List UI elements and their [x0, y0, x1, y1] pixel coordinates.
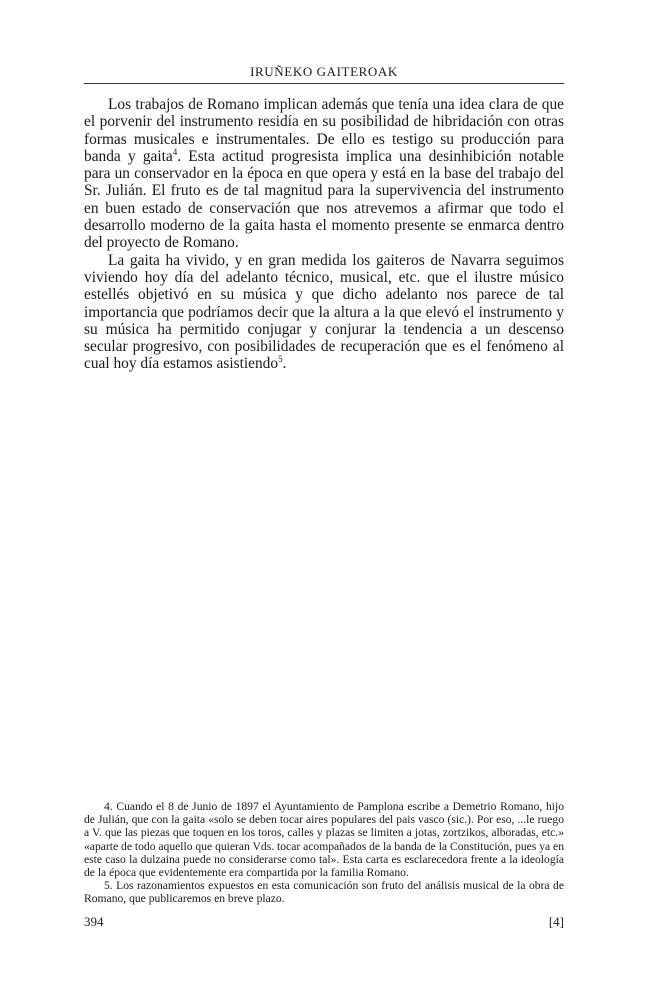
page-number: 394 [84, 914, 104, 929]
footnote-reference[interactable]: 5 [278, 354, 283, 365]
footnote-reference[interactable]: 4 [172, 146, 178, 157]
footnote: 4. Cuando el 8 de Junio de 1897 el Ayuntamiento de Pamplona escribe a Demetrio Romano, hijo de Julián, que con la gaita «solo se deben tocar aires populares del pais vasco (sic.). Por eso, ...le ruego a V. que las piezas que toquen en los toros, calles y plazas se limiten a jotas, zortzikos, alboradas, etc.» «aparte de todo aquello que quieran Vds. tocar acompañados de la banda de la Constitución, pues ya en este caso la dulzaina puede no considerarse como tal». Esta carta es esclarecedora frente a la ideología de la época que evidentemente era compartida por la familia Romano. [84, 800, 564, 880]
paragraph [84, 252, 564, 373]
paragraph-text: Los trabajos de Romano implican además que tenía una idea clara de que el porvenir del instrumento residía en su posibilidad de hibridación con otras formas musicales e instrumentales. De ello es testigo su producción para banda y gaita [84, 96, 564, 165]
footnotes [84, 800, 564, 906]
paragraph [84, 96, 564, 252]
paragraph-text: . Esta actitud progresista implica una desinhibición notable para un conservador en la época en que opera y está en la base del trabajo del Sr. Julián. El fruto es de tal magnitud para la supervivencia del instrumento en buen estado de conservación que nos atrevemos a afirmar que todo el desarrollo moderno de la gaita hasta el momento presente se enmarca dentro del proyecto de Romano. [84, 147, 564, 252]
running-head: IRUÑEKO GAITEROAK [84, 64, 564, 84]
main-text [84, 96, 564, 373]
page-reference: [4] [548, 914, 564, 929]
paragraph-text: . [282, 355, 287, 373]
paragraph-text: La gaita ha vivido, y en gran medida los gaiteros de Navarra seguimos viviendo hoy día del adelanto técnico, musical, etc. que el ilustre músico estellés objetivó en su música y que dicho adelanto nos parece de tal importancia que podríamos decir que la altura a la que elevó el instrumento y su música ha permitido conjugar y conjurar la tendencia a un descenso secular progresivo, con posibilidades de recuperación que es el fenómeno al cual hoy día estamos asistiendo [84, 251, 564, 373]
footnote: 5. Los razonamientos expuestos en esta comunicación son fruto del análisis musical de la obra de Romano, que publicaremos en breve plazo. [84, 879, 564, 906]
